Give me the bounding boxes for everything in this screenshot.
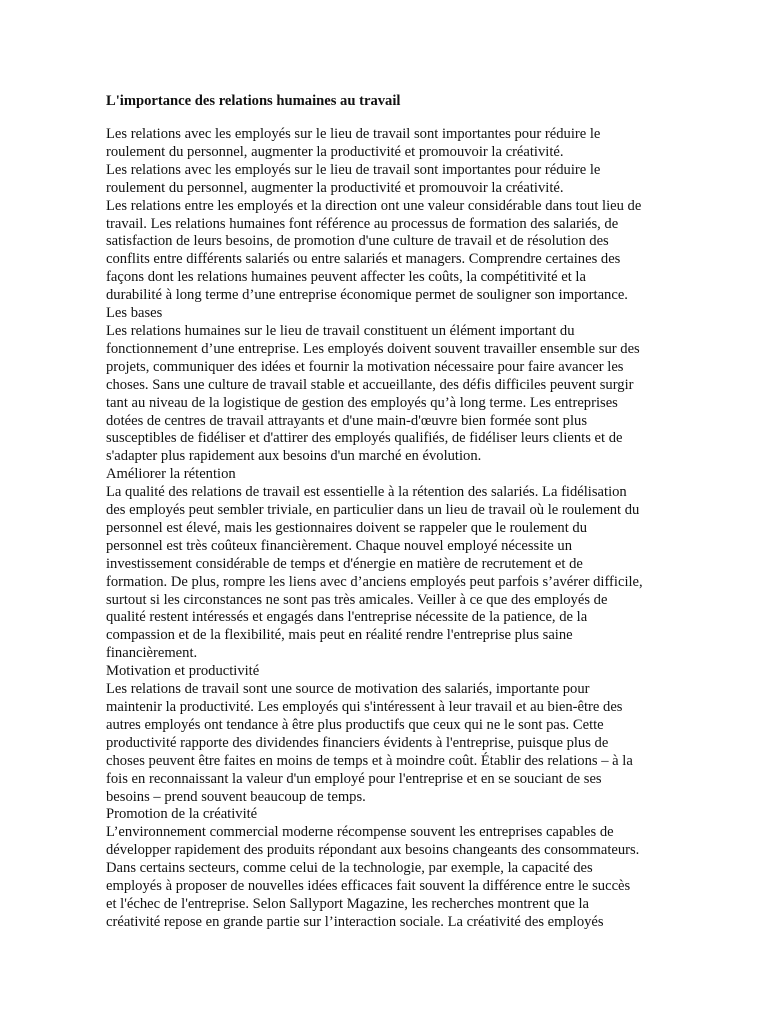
paragraph-line: besoins – prend souvent beaucoup de temps. — [106, 788, 366, 805]
paragraph — [106, 824, 666, 931]
paragraph-line: autres employés ont tendance à être plus productifs que ceux qui ne le sont pas. Cette — [106, 716, 604, 733]
paragraph-line: Les relations humaines sur le lieu de travail constituent un élément important du — [106, 322, 575, 339]
paragraph-line: s'adapter plus rapidement aux besoins d'un marché en évolution. — [106, 448, 482, 465]
document-title: L'importance des relations humaines au travail — [106, 93, 401, 109]
paragraph — [106, 681, 666, 806]
paragraph — [106, 162, 666, 198]
paragraph-line: Dans certains secteurs, comme celui de la technologie, par exemple, la capacité des — [106, 860, 593, 877]
document-page — [106, 92, 666, 932]
paragraph-line: fois en reconnaissant la valeur d'un employé pour l'entreprise et en se souciant de ses — [106, 770, 602, 787]
paragraph-line: travail. Les relations humaines font référence au processus de formation des salariés, de — [106, 215, 619, 232]
paragraph-line: investissement considérable de temps et d'énergie en matière de recrutement et de — [106, 555, 583, 572]
paragraph-line: employés à proposer de nouvelles idées efficaces fait souvent la différence entre le succès — [106, 878, 631, 895]
section-heading: Les bases — [106, 305, 163, 322]
paragraph-line: conflits entre différents salariés ou entre salariés et managers. Comprendre certaines des — [106, 251, 621, 268]
paragraph-line: L’environnement commercial moderne récompense souvent les entreprises capables de — [106, 824, 614, 841]
paragraph-line: formation. De plus, rompre les liens avec d’anciens employés peut parfois s’avérer difficile, — [106, 573, 643, 590]
paragraph-line: durabilité à long terme d’une entreprise économique permet de souligner son importance. — [106, 287, 628, 304]
paragraph-line: façons dont les relations humaines peuvent affecter les coûts, la compétitivité et la — [106, 269, 586, 286]
paragraph-line: La qualité des relations de travail est essentielle à la rétention des salariés. La fidélisation — [106, 484, 627, 501]
paragraph-line: projets, communiquer des idées et fournir la motivation nécessaire pour faire avancer les — [106, 358, 624, 375]
section-heading: Améliorer la rétention — [106, 466, 236, 483]
paragraph — [106, 198, 666, 305]
paragraph-line: Les relations avec les employés sur le lieu de travail sont importantes pour réduire le — [106, 161, 601, 178]
paragraph-line: personnel est élevé, mais les gestionnaires doivent se rappeler que le roulement du — [106, 519, 588, 536]
paragraph-line: compassion et de la flexibilité, mais peut en réalité rendre l'entreprise plus saine — [106, 627, 573, 644]
paragraph-line: et l'échec de l'entreprise. Selon Sallyport Magazine, les recherches montrent que la — [106, 895, 590, 912]
section-heading: Promotion de la créativité — [106, 806, 258, 823]
paragraph-line: Les relations de travail sont une source de motivation des salariés, importante pour — [106, 681, 590, 698]
section-heading: Motivation et productivité — [106, 663, 260, 680]
paragraph — [106, 126, 666, 162]
paragraph — [106, 323, 666, 466]
paragraph-line: financièrement. — [106, 645, 198, 662]
paragraph-line: Les relations avec les employés sur le lieu de travail sont importantes pour réduire le — [106, 126, 601, 142]
paragraph-line: des employés peut sembler triviale, en particulier dans un lieu de travail où le roulement du — [106, 502, 640, 519]
paragraph-line: roulement du personnel, augmenter la productivité et promouvoir la créativité. — [106, 143, 564, 160]
paragraph-line: maintenir la productivité. Les employés qui s'intéressent à leur travail et au bien-être des — [106, 699, 623, 715]
paragraph-line: dotées de centres de travail attrayants et d'une main-d'œuvre bien formée sont plus — [106, 412, 588, 429]
paragraph-line: susceptibles de fidéliser et d'attirer des employés qualifiés, de fidéliser leurs clients et de — [106, 430, 623, 447]
paragraph-line: qualité restent intéressés et engagés dans l'entreprise nécessite de la patience, de la — [106, 609, 588, 626]
paragraph-line: fonctionnement d’une entreprise. Les employés doivent souvent travailler ensemble sur des — [106, 340, 640, 357]
paragraph-line: satisfaction de leurs besoins, de promotion d'une culture de travail et de résolution des — [106, 233, 609, 250]
paragraph-line: surtout si les circonstances ne sont pas très amicales. Veiller à ce que des employés de — [106, 591, 608, 608]
paragraph-line: choses peuvent être faites en moins de temps et à moindre coût. Établir des relations – à la — [106, 752, 633, 769]
paragraph-line: tant au niveau de la logistique de gestion des employés qu’à long terme. Les entreprises — [106, 394, 618, 411]
paragraph-line: personnel est très coûteux financièrement. Chaque nouvel employé nécessite un — [106, 537, 573, 554]
paragraph-line: roulement du personnel, augmenter la productivité et promouvoir la créativité. — [106, 179, 564, 196]
paragraph — [106, 484, 666, 663]
paragraph-line: productivité rapporte des dividendes financiers évidents à l'entreprise, puisque plus de — [106, 734, 609, 751]
paragraph-line: choses. Sans une culture de travail stable et accueillante, des défis difficiles peuvent surgir — [106, 376, 634, 393]
paragraph-line: Les relations entre les employés et la direction ont une valeur considérable dans tout lieu de — [106, 197, 642, 214]
paragraph-line: développer rapidement des produits répondant aux besoins changeants des consommateurs. — [106, 842, 640, 859]
document-body — [106, 126, 666, 932]
paragraph-line: créativité repose en grande partie sur l’interaction sociale. La créativité des employés — [106, 913, 604, 930]
